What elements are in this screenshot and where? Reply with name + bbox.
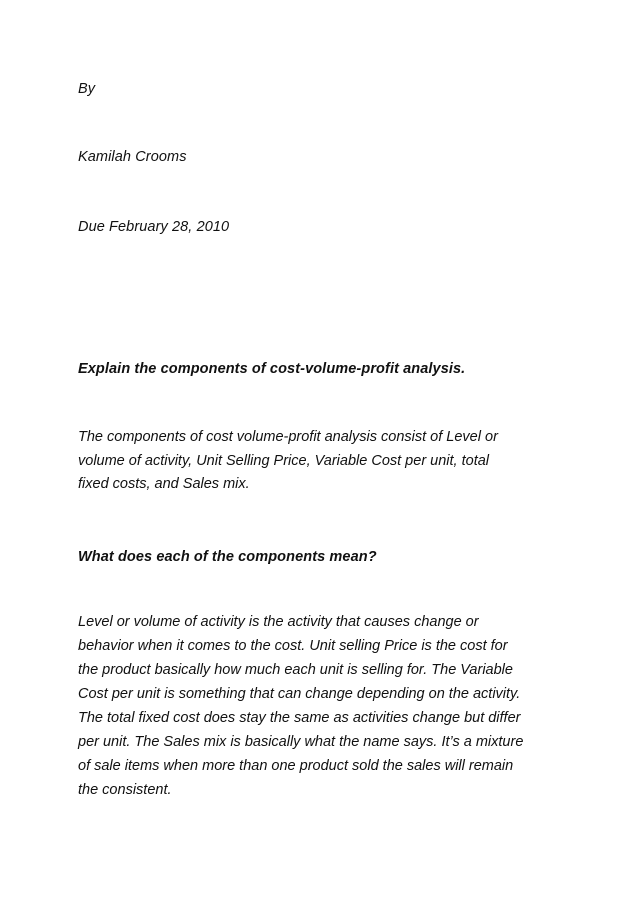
paragraph-line: Level or volume of activity is the activity that causes change or <box>78 614 479 630</box>
paragraph-line: Cost per unit is something that can change depending on the activity. <box>78 686 521 702</box>
paragraph-line: per unit. The Sales mix is basically what the name says. It’s a mixture <box>78 734 524 750</box>
paragraph-line: the product basically how much each unit is selling for. The Variable <box>78 662 513 678</box>
paragraph-line: volume of activity, Unit Selling Price, Variable Cost per unit, total <box>78 452 490 469</box>
question-heading-2: What does each of the components mean? <box>78 549 377 565</box>
paragraph-line: fixed costs, and Sales mix. <box>78 476 250 492</box>
by-label: By <box>78 81 96 97</box>
paragraph-line: of sale items when more than one product sold the sales will remain <box>78 758 514 774</box>
answer-paragraph-1 <box>78 426 548 497</box>
paragraph-line: the consistent. <box>78 782 172 798</box>
answer-paragraph-2 <box>78 610 548 802</box>
paragraph-line: The total fixed cost does stay the same as activities change but differ <box>78 710 521 726</box>
due-date: Due February 28, 2010 <box>78 219 230 235</box>
question-heading-1: Explain the components of cost-volume-profit analysis. <box>78 361 466 377</box>
paragraph-line: behavior when it comes to the cost. Unit selling Price is the cost for <box>78 638 508 654</box>
author-name: Kamilah Crooms <box>78 149 187 165</box>
paragraph-line: The components of cost volume-profit analysis consist of Level or <box>78 429 498 445</box>
